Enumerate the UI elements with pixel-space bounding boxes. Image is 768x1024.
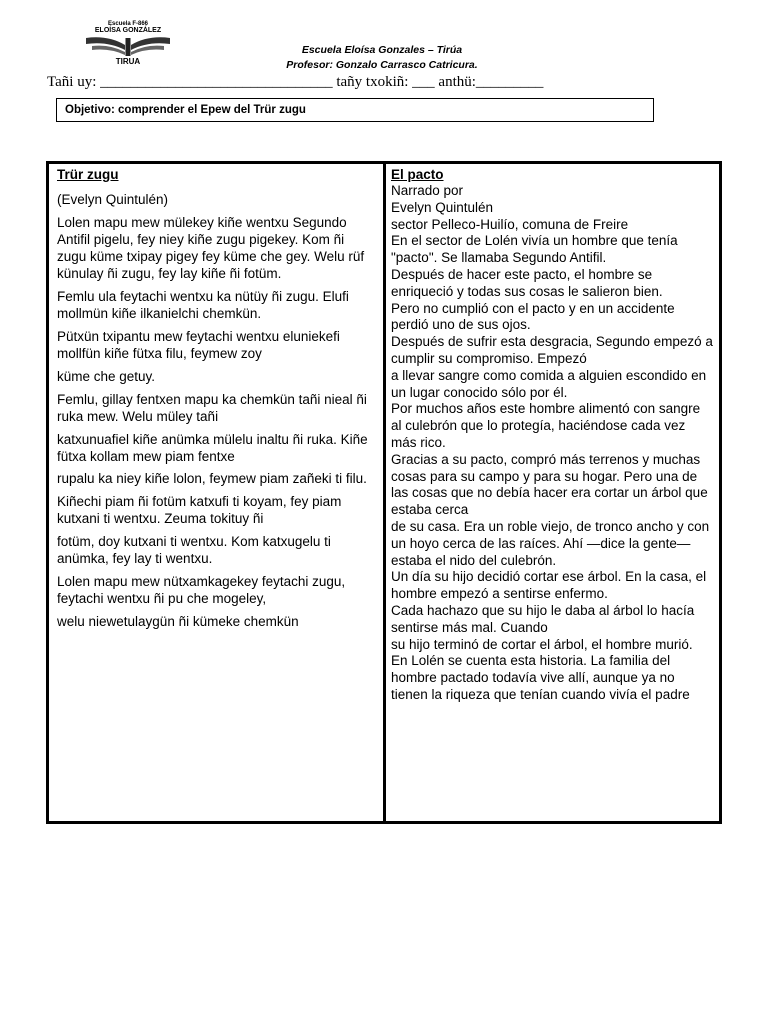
spanish-column	[386, 164, 719, 821]
objective-text: Objetivo: comprender el Epew del Trür zugu	[65, 104, 306, 116]
mapudungun-title: Trür zugu	[57, 167, 119, 182]
left-paragraph: rupalu ka niey kiñe lolon, feymew piam zañeki ti filu.	[57, 471, 367, 486]
student-info-line: Tañi uy: _______________________________ tañy txokiñ: ___ anthü:_________	[47, 74, 544, 90]
teacher-name: Profesor: Gonzalo Carrasco Catricura.	[286, 59, 478, 71]
left-paragraph: Femlu, gillay fentxen mapu ka chemkün tañi nieal ñi ruka mew. Welu müley tañi	[57, 392, 367, 424]
svg-text:Escuela F-866: Escuela F-866	[107, 21, 149, 27]
left-paragraph: (Evelyn Quintulén)	[57, 192, 169, 207]
school-logo	[78, 18, 178, 66]
left-paragraph: küme che getuy.	[57, 369, 156, 384]
spanish-title: El pacto	[391, 167, 444, 182]
svg-text:ELOÍSA GONZÁLEZ: ELOÍSA GONZÁLEZ	[94, 27, 162, 34]
story-table	[46, 161, 722, 824]
mapudungun-column	[49, 164, 386, 821]
left-paragraph: fotüm, doy kutxani ti wentxu. Kom katxugelu ti anümka, fey lay ti wentxu.	[57, 534, 331, 566]
svg-text:TIRUA: TIRUA	[115, 57, 141, 66]
objective-box	[56, 98, 654, 122]
left-paragraph: katxunuafiel kiñe anümka mülelu inaltu ñi ruka. Kiñe fütxa kollam mew piam fentxe	[57, 432, 368, 464]
left-paragraph: Lolen mapu mew mülekey kiñe wentxu Segundo Antifil pigelu, fey niey kiñe zugu pigekey. Kom ñi zugu küme txipay pigey fey küme che gey. Welu rüf künulay ñi zugu, fey lay kiñe ñi fotüm.	[57, 215, 365, 281]
spanish-story-text: Narrado por Evelyn Quintulén sector Pelleco-Huilío, comuna de Freire En el sector de Lolén vivía un hombre que tenía "pacto". Se llamaba Segundo Antifil. Después de hacer este pacto, el hombre se enriqueció y todas sus cosas le salieron bien. Pero no cumplió con el pacto y en un accidente perdió uno de sus ojos. Después de sufrir esta desgracia, Segundo empezó a cumplir su compromiso. Empezó a llevar sangre como comida a alguien escondido en un lugar conocido sólo por él. Por muchos años este hombre alimentó con sangre al culebrón que lo protegía, haciéndose cada vez más rico. Gracias a su pacto, compró más terrenos y muchas cosas para su campo y para su hogar. Pero una de las cosas que no debía hacer era cortar un árbol que estaba cerca de su casa. Era un roble viejo, de tronco ancho y con un hoyo cerca de las raíces. Ahí —dice la gente— estaba el nido del culebrón. Un día su hijo decidió cortar ese árbol. En la casa, el hombre empezó a sentirse enfermo. Cada hachazo que su hijo le daba al árbol lo hacía sentirse más mal. Cuando su hijo terminó de cortar el árbol, el hombre murió. En Lolén se cuenta esta historia. La familia del hombre pactado todavía vive allí, aunque ya no tienen la riqueza que tenían cuando vivía el padre	[391, 183, 713, 702]
left-paragraph: welu niewetulaygün ñi kümeke chemkün	[57, 614, 299, 629]
left-paragraph: Pütxün txipantu mew feytachi wentxu eluniekefi mollfün kiñe fütxa filu, feymew zoy	[57, 329, 340, 361]
left-paragraph: Femlu ula feytachi wentxu ka nütüy ñi zugu. Elufi mollmün kiñe ilkanielchi chemkün.	[57, 289, 349, 321]
school-name: Escuela Eloísa Gonzales – Tirúa	[301, 44, 463, 56]
left-paragraph: Lolen mapu mew nütxamkagekey feytachi zugu, feytachi wentxu ñi pu che mogeley,	[57, 574, 346, 606]
left-paragraph: Kiñechi piam ñi fotüm katxufi ti koyam, fey piam kutxani ti wentxu. Zeuma tokituy ñi	[57, 494, 342, 526]
